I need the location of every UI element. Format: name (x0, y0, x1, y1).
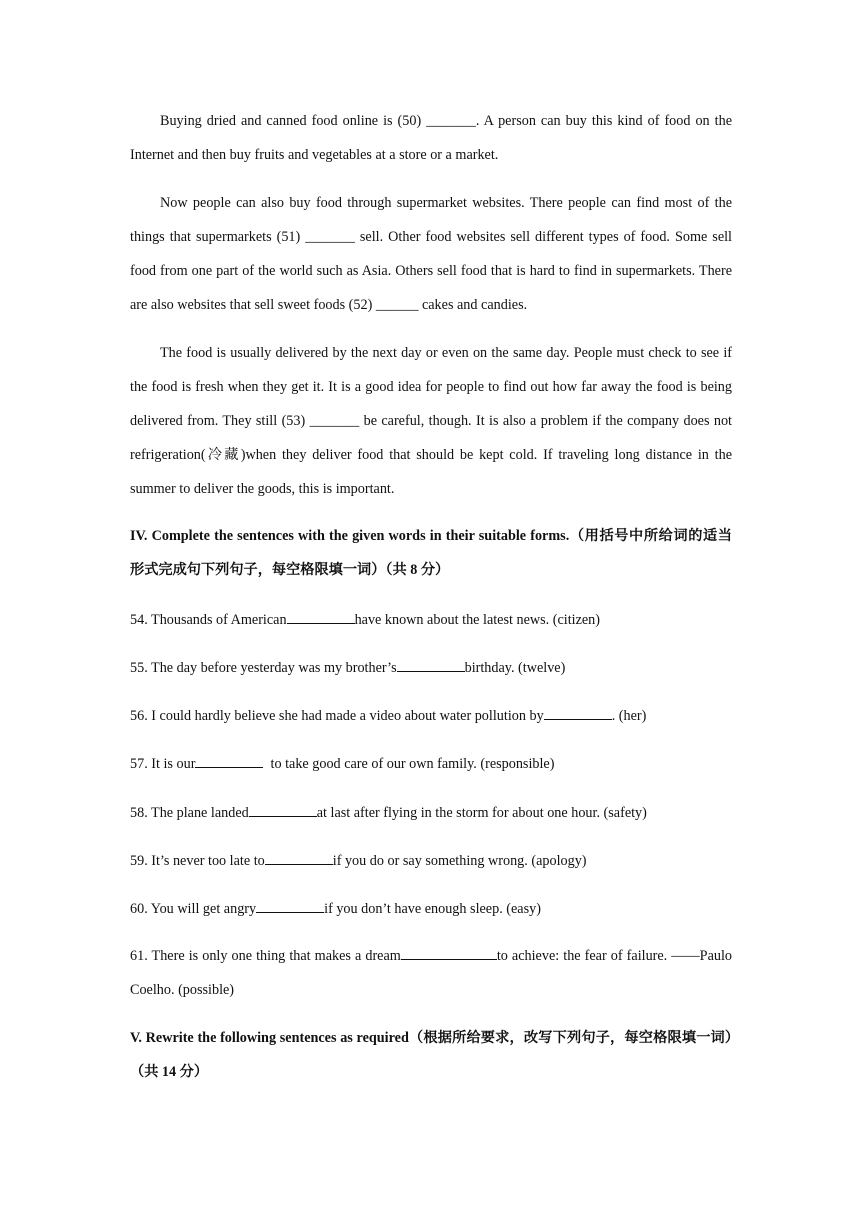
answer-blank[interactable] (256, 898, 324, 913)
question-56: 56. I could hardly believe she had made a video about water pollution by . (her) (130, 705, 732, 726)
question-54: 54. Thousands of American have known about the latest news. (citizen) (130, 609, 732, 630)
question-58: 58. The plane landed at last after flying in the storm for about one hour. (safety) (130, 802, 732, 823)
passage-paragraph-2: Now people can also buy food through supermarket websites. There people can find most of the things that supermarkets (51) _______ sell. Other food websites sell different types of food. Some sell food from one part of the world such as Asia. Others sell food that is hard to find in supermarkets. There are also websites that sell sweet foods (52) ______ cakes and candies. (130, 195, 732, 313)
section-4-heading: IV. Complete the sentences with the given words in their suitable forms.（用括号中所给词的适当形式完成句下列句子，每空格限填一词）（共 8 分） (130, 528, 732, 578)
section-5-heading: V. Rewrite the following sentences as required（根据所给要求，改写下列句子，每空格限填一词）（共 14 分） (130, 1030, 732, 1080)
question-60: 60. You will get angry if you don’t have enough sleep. (easy) (130, 898, 732, 919)
answer-blank[interactable] (544, 705, 612, 720)
question-61: 61. There is only one thing that makes a dream to achieve: the fear of failure. ——Paulo Coelho. (possible) (130, 939, 732, 1007)
answer-blank[interactable] (397, 657, 465, 672)
answer-blank[interactable] (401, 945, 497, 960)
question-59: 59. It’s never too late to if you do or say something wrong. (apology) (130, 850, 732, 871)
answer-blank[interactable] (249, 802, 317, 817)
question-55: 55. The day before yesterday was my brother’s birthday. (twelve) (130, 657, 732, 678)
answer-blank[interactable] (195, 753, 263, 768)
passage-paragraph-1: Buying dried and canned food online is (50) _______. A person can buy this kind of food on the Internet and then buy fruits and vegetables at a store or a market. (130, 113, 732, 163)
answer-blank[interactable] (265, 850, 333, 865)
answer-blank[interactable] (287, 609, 355, 624)
passage-paragraph-3: The food is usually delivered by the next day or even on the same day. People must check to see if the food is fresh when they get it. It is a good idea for people to find out how far away the food is being delivered from. They still (53) _______ be careful, though. It is also a problem if the company does not refrigeration(冷藏)when they deliver food that should be kept cold. If traveling long distance in the summer to deliver the goods, this is important. (130, 345, 732, 497)
question-57: 57. It is our to take good care of our own family. (responsible) (130, 753, 732, 774)
